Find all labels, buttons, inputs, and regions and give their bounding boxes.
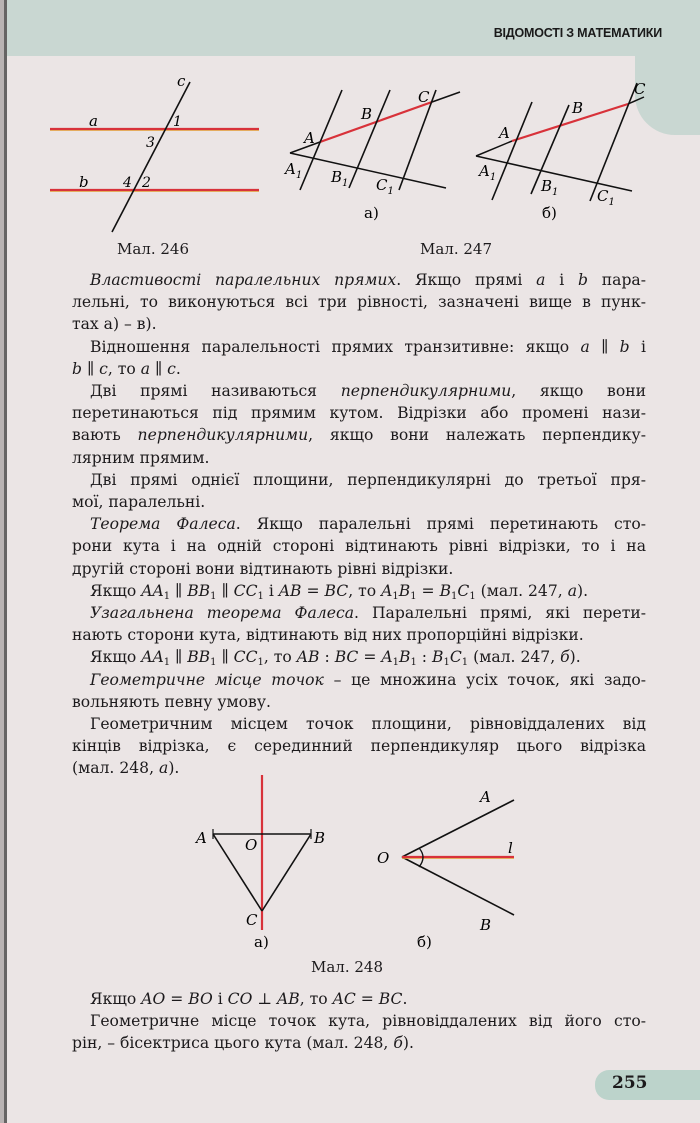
caption-fig-246: Мал. 246 [117, 240, 189, 258]
sub-label-a: а) [364, 204, 379, 222]
label-a: a [89, 112, 98, 130]
formula-generalized-thales: Якщо $AA_1$ ∥ $BB_1$ ∥ $CC_1$, то AB : BC = $A_1B_1$ : $B_1C_1$ (мал. 247, б). [90, 648, 581, 669]
svg-text:C1: $C_1$ [376, 176, 394, 197]
paragraph-transitivity: Відношення паралельності прямих транзитивне: якщо a ∥ b і b ∥ c, то a ∥ c. [72, 337, 646, 378]
paragraph-perpendicular-definition: Дві прямі називаються перпендикулярними, якщо вони перетинаються під прямим кутом. Відрізки або промені нази- вають перпендикулярними, якщо вони належать перпендику- лярним прямим. [72, 382, 646, 467]
paragraph-perpendicular-bisector: Геометричним місцем точок площини, рівновіддалених від кінців відрізка, є серединний перпендикуляр цього відрізка (мал. 248, а). [72, 715, 646, 778]
angle-bisector-diagram [370, 775, 520, 950]
svg-text:A1: $A_1$ [285, 160, 303, 181]
svg-text:A1: $A_1$ [479, 162, 497, 183]
svg-text:C: C [246, 911, 258, 929]
svg-text:O: O [377, 849, 390, 867]
svg-text:C1: $C_1$ [597, 187, 615, 208]
figure-248b [370, 775, 520, 950]
caption-fig-247: Мал. 247 [420, 240, 492, 258]
svg-text:O: O [245, 836, 258, 854]
binding-line [4, 0, 7, 1123]
caption-fig-248: Мал. 248 [311, 958, 383, 976]
svg-text:C: C [634, 80, 646, 98]
body-text-bottom [72, 988, 646, 1055]
svg-text:l: l [508, 839, 513, 857]
figure-248a [180, 775, 350, 950]
paragraph-parallel-properties: Властивості паралельних прямих. Якщо прямі a і b пара- лельні, то виконуються всі три рівності, зазначені вище в пунк- тах а) – в). [72, 271, 646, 334]
svg-text:A: A [304, 129, 315, 147]
svg-text:A: A [196, 829, 207, 847]
svg-text:B: B [361, 105, 373, 123]
page-number-tab [595, 1070, 700, 1100]
label-c: c [177, 72, 186, 90]
paragraph-locus-definition: Геометричне місце точок – це множина усіх точок, які задо- вольняють певну умову. [72, 670, 647, 711]
angle-3: 3 [146, 135, 155, 151]
perpendicular-bisector-diagram [180, 775, 350, 950]
svg-text:B: B [572, 99, 584, 117]
sub-label-b: б) [417, 933, 432, 951]
angle-4: 4 [123, 175, 132, 191]
svg-text:B: B [480, 916, 492, 934]
sub-label-b: б) [542, 204, 557, 222]
paragraph-angle-bisector: Геометричне місце точок кута, рівновіддалених від його сто- рін, – бісектриса цього кута (мал. 248, б). [72, 1012, 646, 1053]
generalized-thales-diagram [460, 70, 660, 230]
paragraph-generalized-thales: Узагальнена теорема Фалеса. Паралельні прямі, які перети- нають сторони кута, відтинають від них пропорційні відрізки. [72, 604, 646, 645]
svg-text:B1: $B_1$ [541, 177, 559, 198]
svg-text:C: C [418, 88, 430, 106]
body-text [72, 269, 646, 780]
label-b: b [79, 173, 89, 191]
svg-text:A: A [499, 124, 510, 142]
sub-label-a: а) [254, 933, 269, 951]
thales-equal-segments-diagram [280, 70, 470, 230]
formula-thales: Якщо $AA_1$ ∥ $BB_1$ ∥ $CC_1$ і AB = BC, то $A_1B_1 = B_1C_1$ (мал. 247, а). [90, 581, 589, 602]
running-header-title: ВІДОМОСТІ З МАТЕМАТИКИ [493, 26, 662, 40]
formula-perpendicular-bisector: Якщо AO = BO і CO ⊥ AB, то AC = BC. [90, 990, 408, 1008]
parallel-lines-transversal-diagram [30, 70, 280, 240]
svg-text:B1: $B_1$ [331, 168, 349, 189]
paragraph-two-perpendiculars: Дві прямі однієї площини, перпендикулярні до третьої пря- мої, паралельні. [72, 470, 646, 512]
figure-247a [280, 70, 470, 230]
svg-text:B: B [314, 829, 326, 847]
angle-1: 1 [173, 114, 182, 130]
svg-text:A: A [480, 788, 491, 806]
page-number: 255 [612, 1073, 648, 1093]
figure-247b [460, 70, 660, 230]
angle-2: 2 [142, 175, 151, 191]
figure-246 [30, 70, 280, 240]
paragraph-thales-theorem: Теорема Фалеса. Якщо паралельні прямі перетинають сто- рони кута і на одній стороні відтинають рівні відрізки, то і на другій стороні вони відтинають рівні відрізки. [72, 515, 646, 578]
